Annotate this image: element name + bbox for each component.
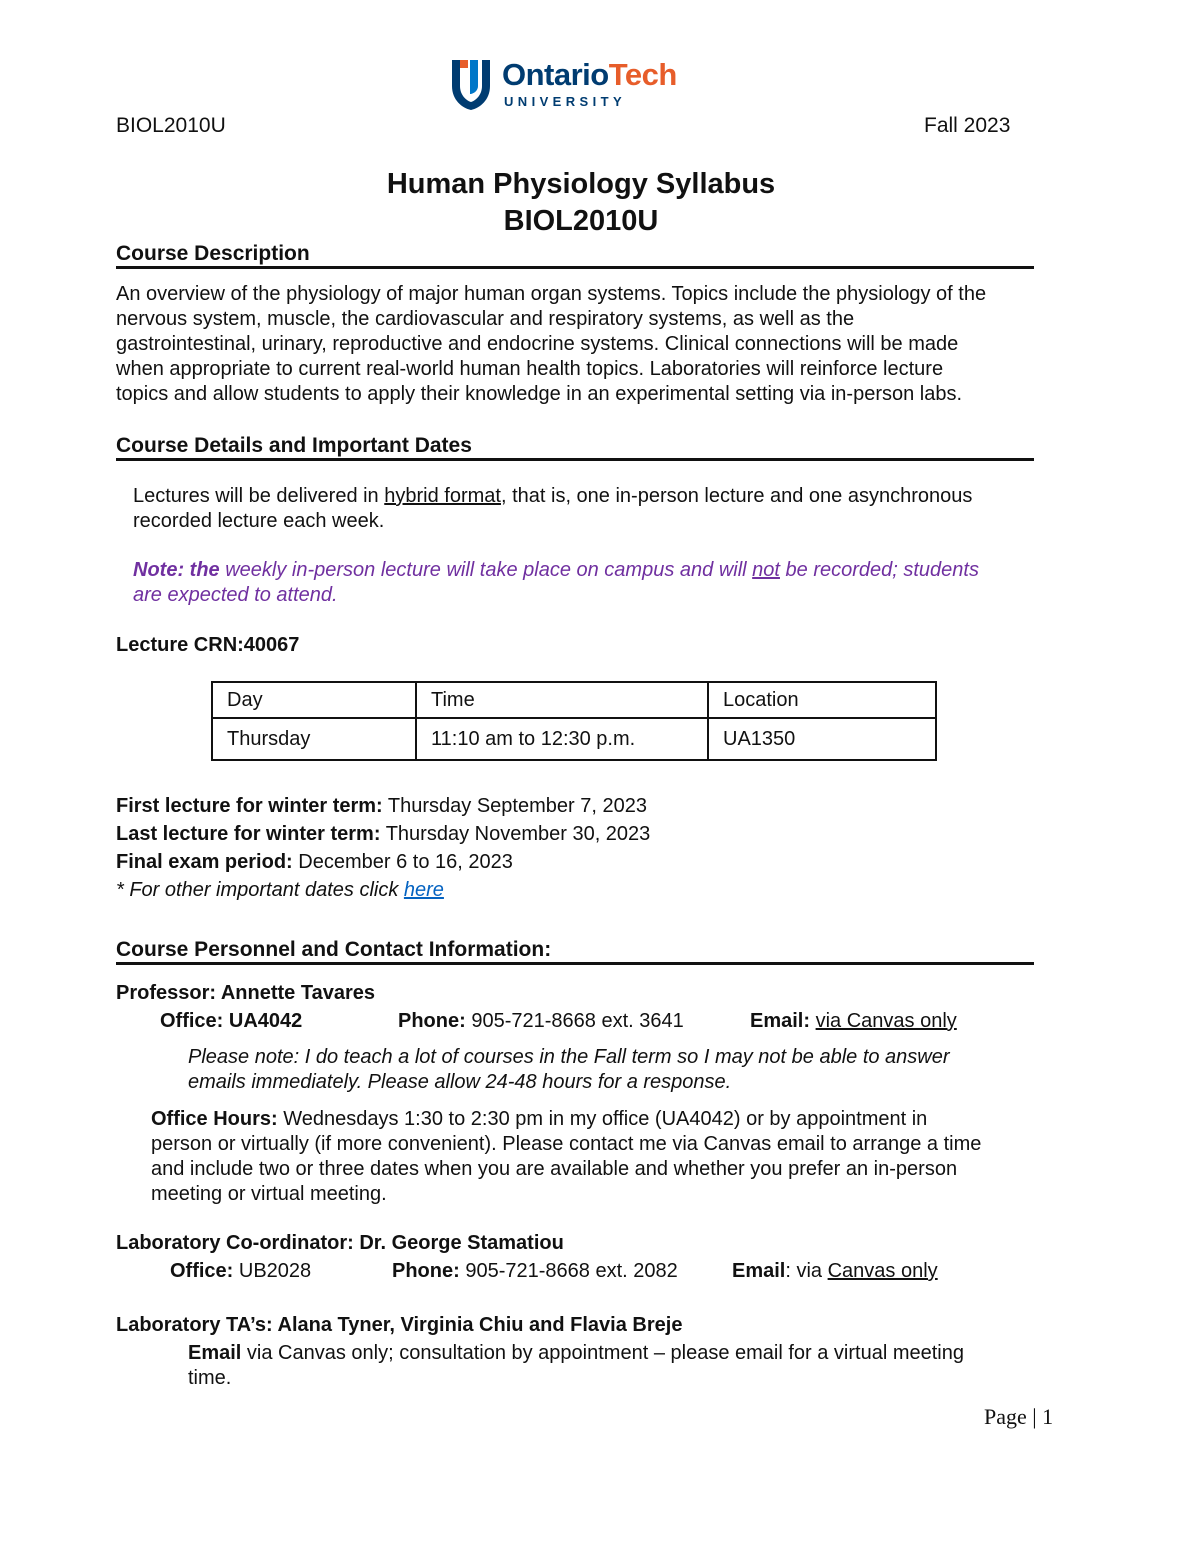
lecture-format-line2: recorded lecture each week. — [133, 510, 385, 532]
note-line2: are expected to attend. — [133, 584, 338, 606]
lecture-format-text — [133, 484, 1083, 534]
office-label: Office: — [170, 1260, 234, 1282]
first-lecture-value: Thursday September 7, 2023 — [382, 795, 647, 817]
crn-label: Lecture CRN: — [116, 634, 244, 656]
professor-email — [750, 1009, 1050, 1034]
email-value: via Canvas only — [815, 1010, 957, 1032]
lecture-crn — [116, 633, 1066, 658]
office-value: UB2028 — [233, 1260, 312, 1282]
email-text-line2: time. — [188, 1367, 232, 1389]
email-pre: : via — [785, 1260, 828, 1282]
phone-label: Phone: — [392, 1260, 460, 1282]
description-line: gastrointestinal, urinary, reproductive and endocrine systems. Clinical connections will be made — [116, 333, 959, 355]
table-header-cell: Day — [212, 682, 416, 718]
professor-phone — [398, 1009, 738, 1034]
ontario-tech-shield-icon — [448, 56, 494, 112]
logo-word-tech: Tech — [608, 57, 677, 92]
header-course-code: BIOL2010U — [116, 114, 226, 137]
email-value: Canvas only — [827, 1260, 938, 1282]
final-exam-label: Final exam period: — [116, 851, 293, 873]
last-lecture-value: Thursday November 30, 2023 — [380, 823, 651, 845]
office-hours-line: Wednesdays 1:30 to 2:30 pm in my office (UA4042) or by appointment in — [277, 1108, 928, 1130]
lecture-schedule-table — [211, 681, 937, 761]
lab-coordinator-email — [732, 1259, 1052, 1284]
other-dates-text: * For other important dates click — [116, 879, 404, 901]
hybrid-format-text: hybrid format — [384, 485, 501, 507]
crn-value: 40067 — [243, 634, 300, 656]
email-label: Email — [188, 1342, 242, 1364]
logo-subtitle: UNIVERSITY — [504, 94, 627, 109]
phone-value: 905-721-8668 ext. 3641 — [465, 1010, 684, 1032]
lab-tas-email — [188, 1341, 1048, 1391]
page-number: Page | 1 — [984, 1404, 1054, 1429]
document-subtitle: BIOL2010U — [503, 205, 659, 237]
note-line: Please note: I do teach a lot of courses in the Fall term so I may not be able to answer — [188, 1046, 950, 1068]
section-heading-personnel: Course Personnel and Contact Information: — [116, 938, 1034, 965]
header-term: Fall 2023 — [924, 114, 1011, 137]
table-cell: Thursday — [212, 718, 416, 760]
lab-coordinator-name: Laboratory Co-ordinator: Dr. George Stamatiou — [116, 1232, 564, 1254]
professor-office: Office: UA4042 — [160, 1010, 303, 1032]
lab-coordinator-phone — [392, 1259, 722, 1284]
table-header-cell: Location — [708, 682, 936, 718]
section-heading-course-details: Course Details and Important Dates — [116, 434, 1034, 461]
logo-word-ontario: Ontario — [502, 57, 609, 92]
attendance-note — [133, 558, 1083, 608]
lecture-format-post: , that is, one in-person lecture and one asynchronous — [500, 485, 973, 507]
first-lecture-label: First lecture for winter term: — [116, 795, 383, 817]
university-logo — [448, 56, 698, 114]
office-hours-line: meeting or virtual meeting. — [151, 1183, 387, 1205]
lab-tas-names: Laboratory TA’s: Alana Tyner, Virginia Chiu and Flavia Breje — [116, 1314, 683, 1336]
document-title: Human Physiology Syllabus — [386, 168, 776, 200]
table-header-row — [212, 682, 936, 718]
professor-name: Professor: Annette Tavares — [116, 982, 375, 1004]
phone-value: 905-721-8668 ext. 2082 — [459, 1260, 678, 1282]
office-hours-line: person or virtually (if more convenient). Please contact me via Canvas email to arrange a time — [151, 1133, 982, 1155]
note-text: weekly in-person lecture will take place on campus and will — [219, 559, 753, 581]
note-label: Note: the — [133, 559, 220, 581]
final-exam-value: December 6 to 16, 2023 — [292, 851, 513, 873]
table-header-cell: Time — [416, 682, 708, 718]
lecture-format-pre: Lectures will be delivered in — [133, 485, 385, 507]
email-label: Email: — [750, 1010, 811, 1032]
table-row — [212, 718, 936, 760]
office-hours-label: Office Hours: — [151, 1108, 278, 1130]
table-cell: 11:10 am to 12:30 p.m. — [416, 718, 708, 760]
email-text: via Canvas only; consultation by appointment – please email for a virtual meeting — [241, 1342, 964, 1364]
description-line: topics and allow students to apply their knowledge in an experimental setting via in-person labs. — [116, 383, 963, 405]
other-dates-link[interactable]: here — [403, 879, 444, 901]
note-not: not — [752, 559, 780, 581]
phone-label: Phone: — [398, 1010, 466, 1032]
last-lecture-label: Last lecture for winter term: — [116, 823, 381, 845]
office-hours-line: and include two or three dates when you are available and whether you prefer an in-person — [151, 1158, 958, 1180]
section-heading-course-description: Course Description — [116, 242, 1034, 269]
email-label: Email — [732, 1260, 786, 1282]
logo-wordmark — [502, 58, 677, 92]
note-line: emails immediately. Please allow 24-48 hours for a response. — [188, 1071, 732, 1093]
description-line: when appropriate to current real-world human health topics. Laboratories will reinforce lecture — [116, 358, 944, 380]
table-cell: UA1350 — [708, 718, 936, 760]
office-hours — [151, 1107, 1061, 1207]
professor-note — [188, 1045, 1048, 1095]
lab-coordinator-office — [170, 1259, 390, 1284]
course-description-text — [116, 282, 1066, 407]
description-line: An overview of the physiology of major human organ systems. Topics include the physiology of the — [116, 283, 987, 305]
description-line: nervous system, muscle, the cardiovascular and respiratory systems, as well as the — [116, 308, 855, 330]
important-dates — [116, 792, 1066, 904]
note-text-end: be recorded; students — [779, 559, 979, 581]
